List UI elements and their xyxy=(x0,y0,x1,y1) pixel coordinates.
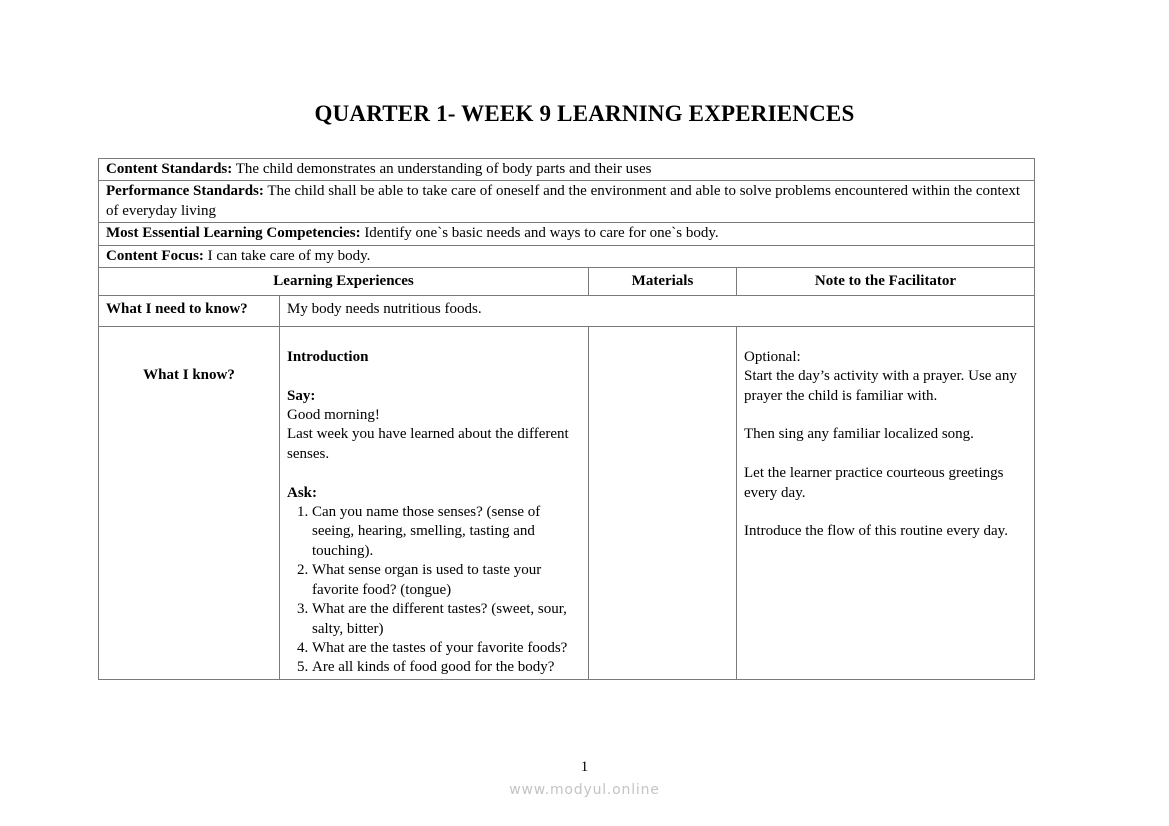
materials-cell xyxy=(589,326,737,679)
performance-standards-text: The child shall be able to take care of oneself and the environment and able to solve problems encountered within the context of everyday living xyxy=(106,183,1021,219)
melc-cell xyxy=(99,223,1035,245)
greetings-note: Let the learner practice courteous greetings every day. xyxy=(744,465,1004,501)
content-standards-row xyxy=(99,159,1035,181)
question-item: 1. Can you name those senses? (sense of seeing, hearing, smelling, tasting and touching). xyxy=(312,503,581,561)
say-label: Say: xyxy=(287,387,316,404)
content-focus-cell xyxy=(99,245,1035,267)
performance-standards-cell xyxy=(99,181,1035,223)
learning-plan-table xyxy=(98,158,1035,680)
prayer-note: Start the day’s activity with a prayer. Use any prayer the child is familiar with. xyxy=(744,368,1017,404)
song-note: Then sing any familiar localized song. xyxy=(744,426,974,443)
content-focus-text: I can take care of my body. xyxy=(207,247,371,264)
say-line: Last week you have learned about the different senses. xyxy=(287,426,569,462)
what-i-know-row xyxy=(99,326,1035,679)
melc-label: Most Essential Learning Competencies: xyxy=(106,225,361,242)
introduction-heading: Introduction xyxy=(287,348,369,365)
facilitator-note-cell xyxy=(737,326,1035,679)
melc-text: Identify one`s basic needs and ways to care for one`s body. xyxy=(364,225,719,242)
performance-standards-label: Performance Standards: xyxy=(106,183,264,200)
learning-experience-cell xyxy=(280,326,589,679)
question-item: 2. What sense organ is used to taste your favorite food? (tongue) xyxy=(312,561,581,600)
content-focus-label: Content Focus: xyxy=(106,247,204,264)
optional-label: Optional: xyxy=(744,348,801,365)
what-i-know-label: What I know? xyxy=(99,326,280,679)
column-header-row xyxy=(99,268,1035,296)
question-item: 4. What are the tastes of your favorite foods? xyxy=(312,639,581,658)
routine-flow-note: Introduce the flow of this routine every day. xyxy=(744,523,1008,540)
question-item: 3. What are the different tastes? (sweet, sour, salty, bitter) xyxy=(312,600,581,639)
content-standards-cell xyxy=(99,159,1035,181)
page-title: QUARTER 1- WEEK 9 LEARNING EXPERIENCES xyxy=(314,101,855,126)
ask-label: Ask: xyxy=(287,484,318,501)
content-standards-label: Content Standards: xyxy=(106,161,233,177)
content-focus-row xyxy=(99,245,1035,267)
melc-row xyxy=(99,223,1035,245)
performance-standards-row xyxy=(99,181,1035,223)
question-list xyxy=(287,503,581,678)
say-line: Good morning! xyxy=(287,407,380,424)
note-to-facilitator-header: Note to the Facilitator xyxy=(737,268,1035,296)
what-i-need-to-know-label: What I need to know? xyxy=(99,296,280,326)
what-i-need-to-know-text: My body needs nutritious foods. xyxy=(280,296,1035,326)
content-standards-text: The child demonstrates an understanding of body parts and their uses xyxy=(235,161,652,177)
question-item: 5. Are all kinds of food good for the body? xyxy=(312,658,581,677)
page-number: 1 xyxy=(580,759,589,775)
learning-experiences-header: Learning Experiences xyxy=(99,268,589,296)
what-i-need-to-know-row xyxy=(99,296,1035,326)
watermark: www.modyul.online xyxy=(509,782,660,798)
materials-header: Materials xyxy=(589,268,737,296)
